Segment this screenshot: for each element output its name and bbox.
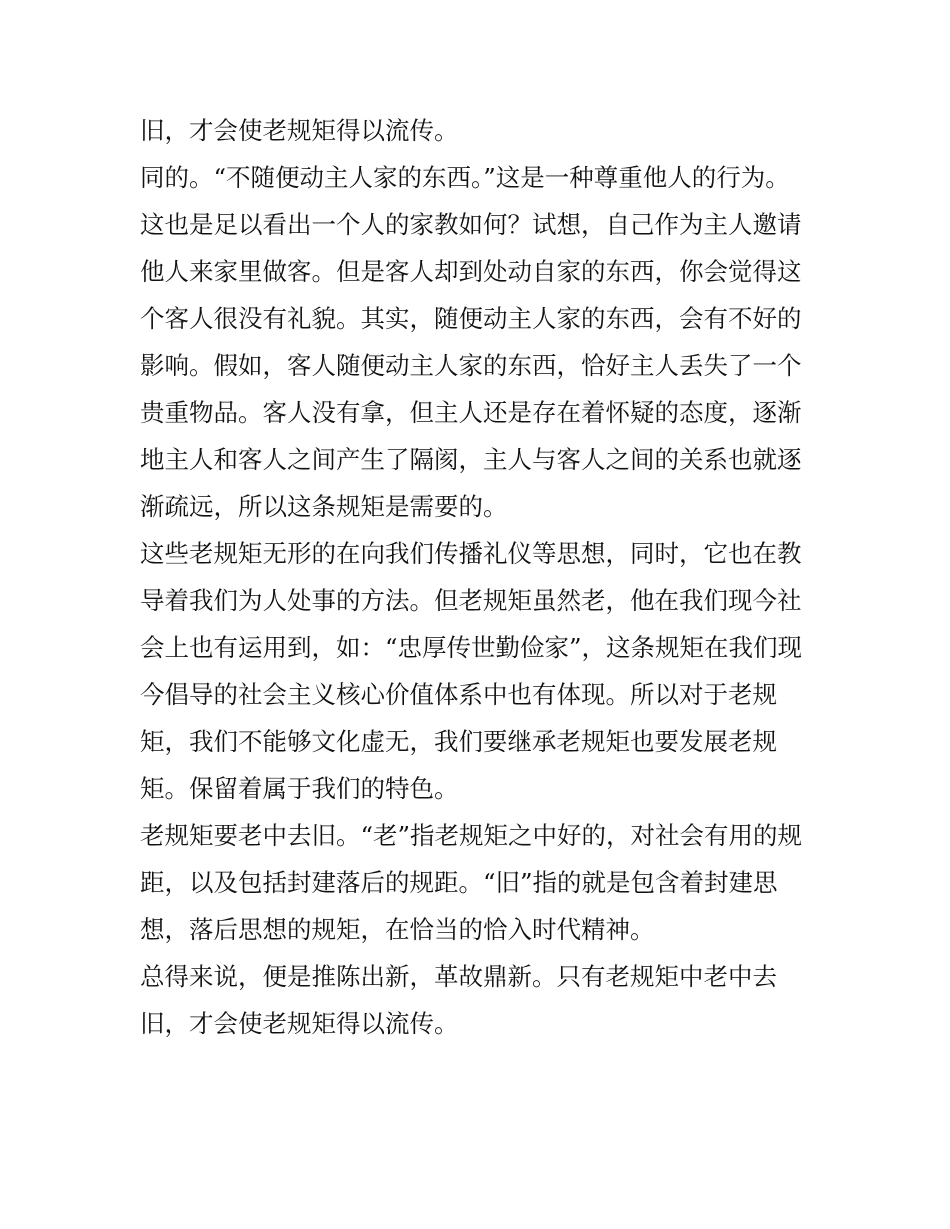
text-line: 总得来说，便是推陈出新，革故鼎新。只有老规矩中老中去 [140,962,777,991]
text-line: 旧，才会使老规矩得以流传。 [140,1009,459,1038]
text-line: 导着我们为人处事的方法。但老规矩虽然老，他在我们现今社 [140,586,802,615]
text-line: 影响。假如，客人随便动主人家的东西，恰好主人丢失了一个 [140,351,802,380]
text-line: 个客人很没有礼貌。其实，随便动主人家的东西，会有不好的 [140,304,802,333]
text-line: 贵重物品。客人没有拿，但主人还是存在着怀疑的态度，逐渐 [140,398,802,427]
text-line: 这些老规矩无形的在向我们传播礼仪等思想，同时，它也在教 [140,539,802,568]
text-line: 这也是足以看出一个人的家教如何？试想，自己作为主人邀请 [140,210,802,239]
text-line: 旧，才会使老规矩得以流传。 [140,116,459,145]
text-line: 矩，我们不能够文化虚无，我们要继承老规矩也要发展老规 [140,727,777,756]
text-line: 矩。保留着属于我们的特色。 [140,774,459,803]
text-line: 距，以及包括封建落后的规距。“旧”指的就是包含着封建思 [140,868,778,897]
text-line: 他人来家里做客。但是客人却到处动自家的东西，你会觉得这 [140,257,802,286]
text-line: 渐疏远，所以这条规矩是需要的。 [140,492,508,521]
document-body-text [140,107,820,1047]
text-line: 今倡导的社会主义核心价值体系中也有体现。所以对于老规 [140,680,777,709]
text-line: 会上也有运用到，如：“忠厚传世勤俭家”，这条规矩在我们现 [140,633,803,662]
text-line: 想，落后思想的规矩，在恰当的恰入时代精神。 [140,915,655,944]
text-line: 老规矩要老中去旧。“老”指老规矩之中好的，对社会有用的规 [140,821,803,850]
text-line: 同的。“不随便动主人家的东西。”这是一种尊重他人的行为。 [140,163,790,192]
text-line: 地主人和客人之间产生了隔阂，主人与客人之间的关系也就逐 [140,445,802,474]
